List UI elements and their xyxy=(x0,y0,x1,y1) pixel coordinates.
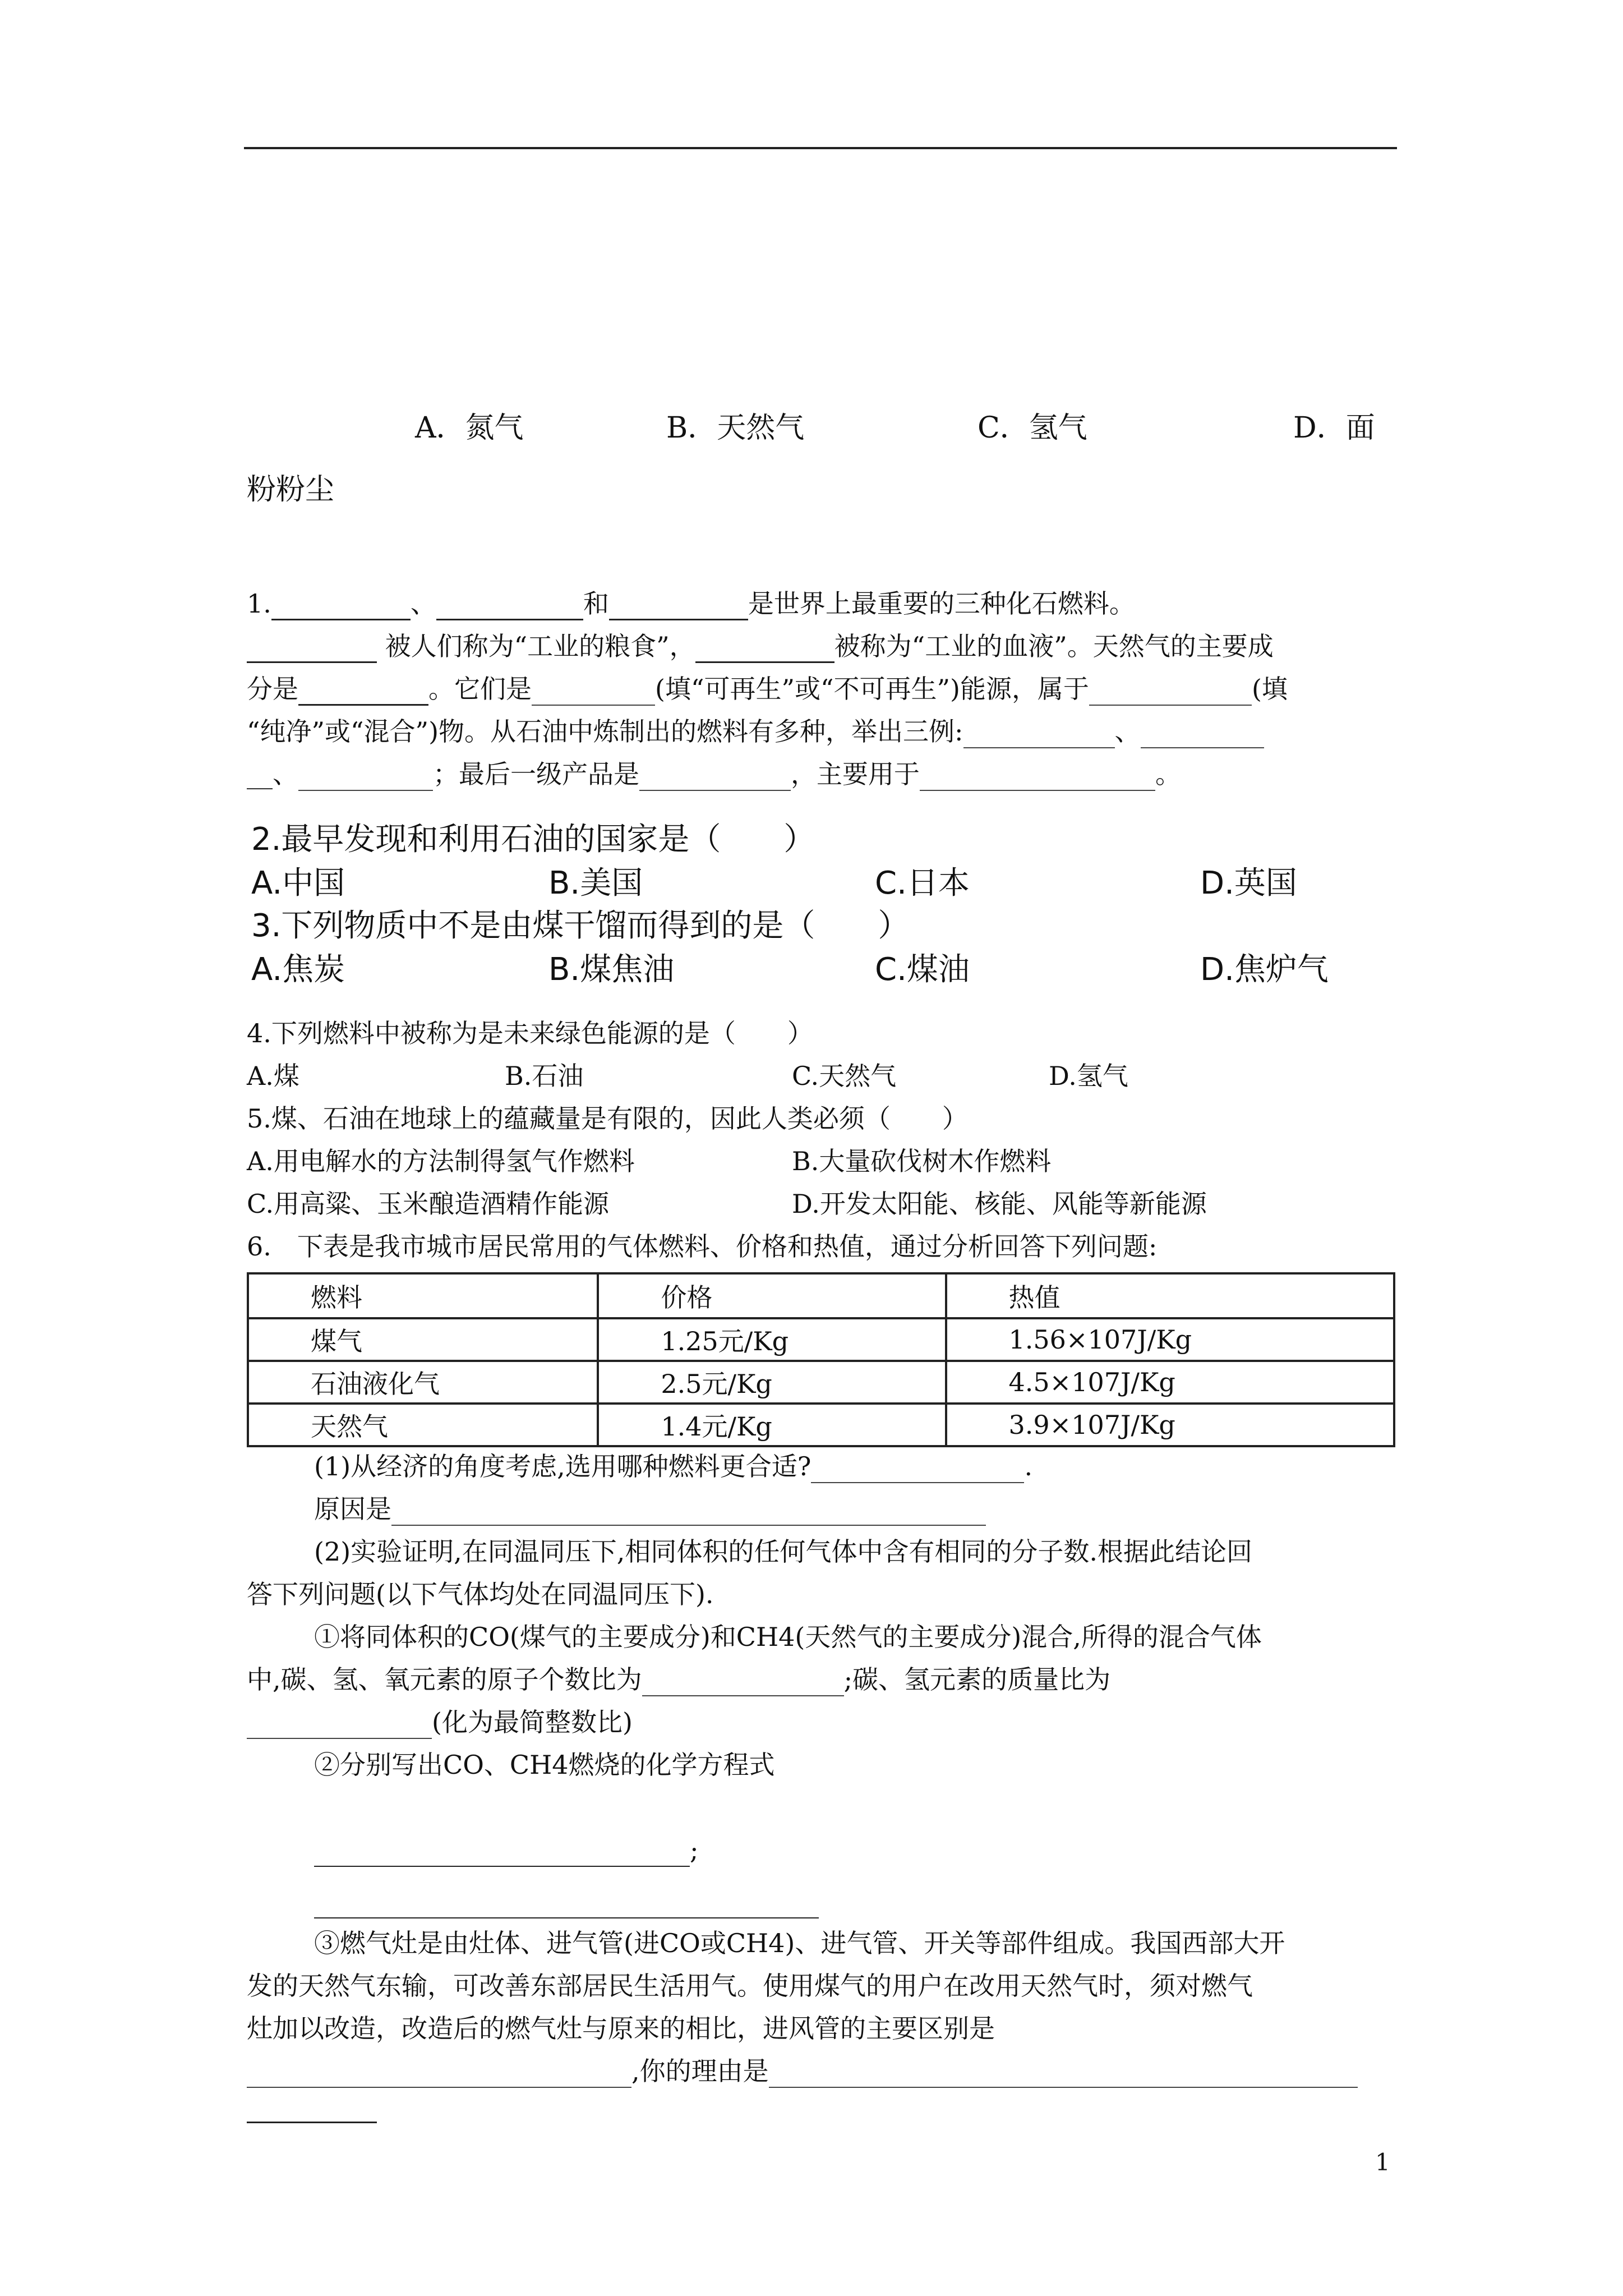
blank xyxy=(298,677,428,706)
q2-stem: 2.最早发现和利用石油的国家是（ ） xyxy=(251,821,815,858)
table-cell: 3.9×107J/Kg xyxy=(946,1404,1394,1446)
q3-option-a: A.焦炭 xyxy=(251,951,345,988)
q1-line4-a: “纯净”或“混合”)物。从石油中炼制出的燃料有多种，举出三例: xyxy=(247,716,963,747)
q1-line1 xyxy=(247,587,1135,620)
table-header-row xyxy=(248,1273,1394,1318)
q1-line5-a: __、 xyxy=(247,759,298,789)
q2-option-a: A.中国 xyxy=(251,865,345,901)
q6-part1-end: . xyxy=(1024,1451,1033,1481)
q6-part3-line1: ①将同体积的CO(煤气的主要成分)和CH4(天然气的主要成分)混合,所得的混合气体 xyxy=(314,1622,1262,1652)
table-cell: 天然气 xyxy=(248,1404,598,1446)
table-cell: 4.5×107J/Kg xyxy=(946,1361,1394,1404)
blank xyxy=(391,1498,986,1526)
blank xyxy=(920,763,1155,791)
q4-option-c: C.天然气 xyxy=(792,1061,897,1091)
q1-line5 xyxy=(247,757,1181,791)
q1-sep: 、 xyxy=(410,588,436,619)
q1-line1-end: 是世界上最重要的三种化石燃料。 xyxy=(748,588,1135,619)
q1-line5-c: ，主要用于 xyxy=(791,759,920,789)
option-b: B．天然气 xyxy=(666,411,805,445)
q6-part5-line2: 发的天然气东输，可改善东部居民生活用气。使用煤气的用户在改用天然气时，须对燃气 xyxy=(247,1971,1253,2001)
blank xyxy=(436,592,583,620)
q6-reason-label: 原因是 xyxy=(314,1494,391,1524)
header-rule xyxy=(244,147,1397,149)
q6-part5-line3: 灶加以改造，改造后的燃气灶与原来的相比，进风管的主要区别是 xyxy=(247,2013,995,2044)
equation-2-line xyxy=(314,1917,819,1918)
q1-line3-c: (填“可再生”或“不可再生”)能源，属于 xyxy=(655,674,1089,704)
blank xyxy=(639,763,791,791)
blank xyxy=(811,1455,1024,1483)
q1-line3-a: 分是 xyxy=(247,674,298,704)
page-number: 1 xyxy=(1375,2148,1390,2176)
option-c: C．氢气 xyxy=(978,411,1087,445)
q3-stem: 3.下列物质中不是由煤干馏而得到的是（ ） xyxy=(251,908,910,944)
q1-line4-sep: 、 xyxy=(1114,716,1141,747)
table-cell: 1.56×107J/Kg xyxy=(946,1318,1394,1361)
q2-option-d: D.英国 xyxy=(1200,865,1297,901)
blank xyxy=(769,2060,1358,2088)
table-row xyxy=(248,1318,1394,1361)
q6-part1 xyxy=(314,1450,1032,1483)
q4-option-d: D.氢气 xyxy=(1049,1061,1128,1091)
q6-part5-line1: ③燃气灶是由灶体、进气管(进CO或CH4)、进气管、开关等部件组成。我国西部大开 xyxy=(314,1928,1285,1958)
q1-line5-end: 。 xyxy=(1155,759,1181,789)
q6-reason xyxy=(314,1492,986,1526)
table-cell: 1.4元/Kg xyxy=(598,1404,946,1446)
blank xyxy=(1089,678,1252,706)
blank xyxy=(642,1668,844,1696)
blank xyxy=(963,720,1115,748)
q1-number: 1. xyxy=(247,588,271,619)
option-d: D．面 xyxy=(1293,411,1375,445)
q5-option-a: A.用电解水的方法制得氢气作燃料 xyxy=(247,1146,635,1176)
fuel-table xyxy=(247,1272,1395,1447)
q2-option-b: B.美国 xyxy=(548,865,643,901)
q5-option-b: B.大量砍伐树木作燃料 xyxy=(792,1146,1052,1176)
blank xyxy=(1141,720,1264,748)
blank xyxy=(247,2060,631,2088)
table-cell: 2.5元/Kg xyxy=(598,1361,946,1404)
blank xyxy=(247,634,377,663)
blank xyxy=(247,1711,432,1739)
q4-stem: 4.下列燃料中被称为是未来绿色能源的是（ ） xyxy=(247,1018,813,1048)
table-header-cell: 价格 xyxy=(598,1273,946,1318)
q6-part2-line1: (2)实验证明,在同温同压下,相同体积的任何气体中含有相同的分子数.根据此结论回 xyxy=(314,1536,1253,1567)
q1-he: 和 xyxy=(583,588,609,619)
q2-option-c: C.日本 xyxy=(875,865,970,901)
q6-part4: ②分别写出CO、CH4燃烧的化学方程式 xyxy=(314,1750,775,1780)
q3-option-b: B.煤焦油 xyxy=(548,951,675,988)
q1-line3-b: 。它们是 xyxy=(428,674,532,704)
table-row xyxy=(248,1361,1394,1404)
q5-stem: 5.煤、石油在地球上的蕴藏量是有限的，因此人类必须（ ） xyxy=(247,1103,968,1134)
q6-semicolon: ; xyxy=(690,1835,699,1865)
blank xyxy=(271,592,411,620)
table-cell: 煤气 xyxy=(248,1318,598,1361)
q6-part3-b: 中,碳、氢、氧元素的原子个数比为 xyxy=(247,1664,642,1695)
q4-option-b: B.石油 xyxy=(505,1061,584,1091)
q1-line2 xyxy=(247,629,1274,663)
q6-part5-d: ,你的理由是 xyxy=(631,2056,769,2086)
q6-part1-text: (1)从经济的角度考虑,选用哪种燃料更合适? xyxy=(314,1451,811,1481)
blank xyxy=(609,592,748,620)
q5-option-d: D.开发太阳能、核能、风能等新能源 xyxy=(792,1189,1207,1219)
q1-line4 xyxy=(247,715,1264,748)
q6-stem: 6. 下表是我市城市居民常用的气体燃料、价格和热值，通过分析回答下列问题: xyxy=(247,1231,1158,1262)
q6-part3-d: (化为最简整数比) xyxy=(432,1707,633,1737)
q4-option-a: A.煤 xyxy=(247,1061,299,1091)
option-a: A．氮气 xyxy=(415,411,524,445)
blank xyxy=(695,634,834,663)
q1-line2-a: 被人们称为“工业的粮食”， xyxy=(385,631,695,661)
blank xyxy=(532,678,655,706)
blank xyxy=(314,1839,690,1867)
q1-line2-b: 被称为“工业的血液”。天然气的主要成 xyxy=(834,631,1274,661)
q3-option-c: C.煤油 xyxy=(875,951,970,988)
answer-line-tail xyxy=(247,2122,377,2123)
q6-equation-1 xyxy=(314,1833,699,1867)
q6-part3-c: ;碳、氢元素的质量比为 xyxy=(843,1664,1111,1695)
table-header-cell: 燃料 xyxy=(248,1273,598,1318)
option-d-cont: 粉粉尘 xyxy=(247,473,335,507)
table-cell: 1.25元/Kg xyxy=(598,1318,946,1361)
q6-part3-line2 xyxy=(247,1663,1110,1696)
blank xyxy=(298,763,433,791)
table-header-cell: 热值 xyxy=(946,1273,1394,1318)
q6-part5-line4 xyxy=(247,2054,1358,2088)
table-row xyxy=(248,1404,1394,1446)
q3-option-d: D.焦炉气 xyxy=(1200,951,1329,988)
q5-option-c: C.用高粱、玉米酿造酒精作能源 xyxy=(247,1189,610,1219)
q1-line3-d: (填 xyxy=(1251,674,1288,704)
q1-line3 xyxy=(247,672,1288,706)
q1-line5-b: ；最后一级产品是 xyxy=(433,759,639,789)
q6-part2-line2: 答下列问题(以下气体均处在同温同压下). xyxy=(247,1579,714,1609)
q6-part3-line3 xyxy=(247,1705,633,1739)
table-cell: 石油液化气 xyxy=(248,1361,598,1404)
